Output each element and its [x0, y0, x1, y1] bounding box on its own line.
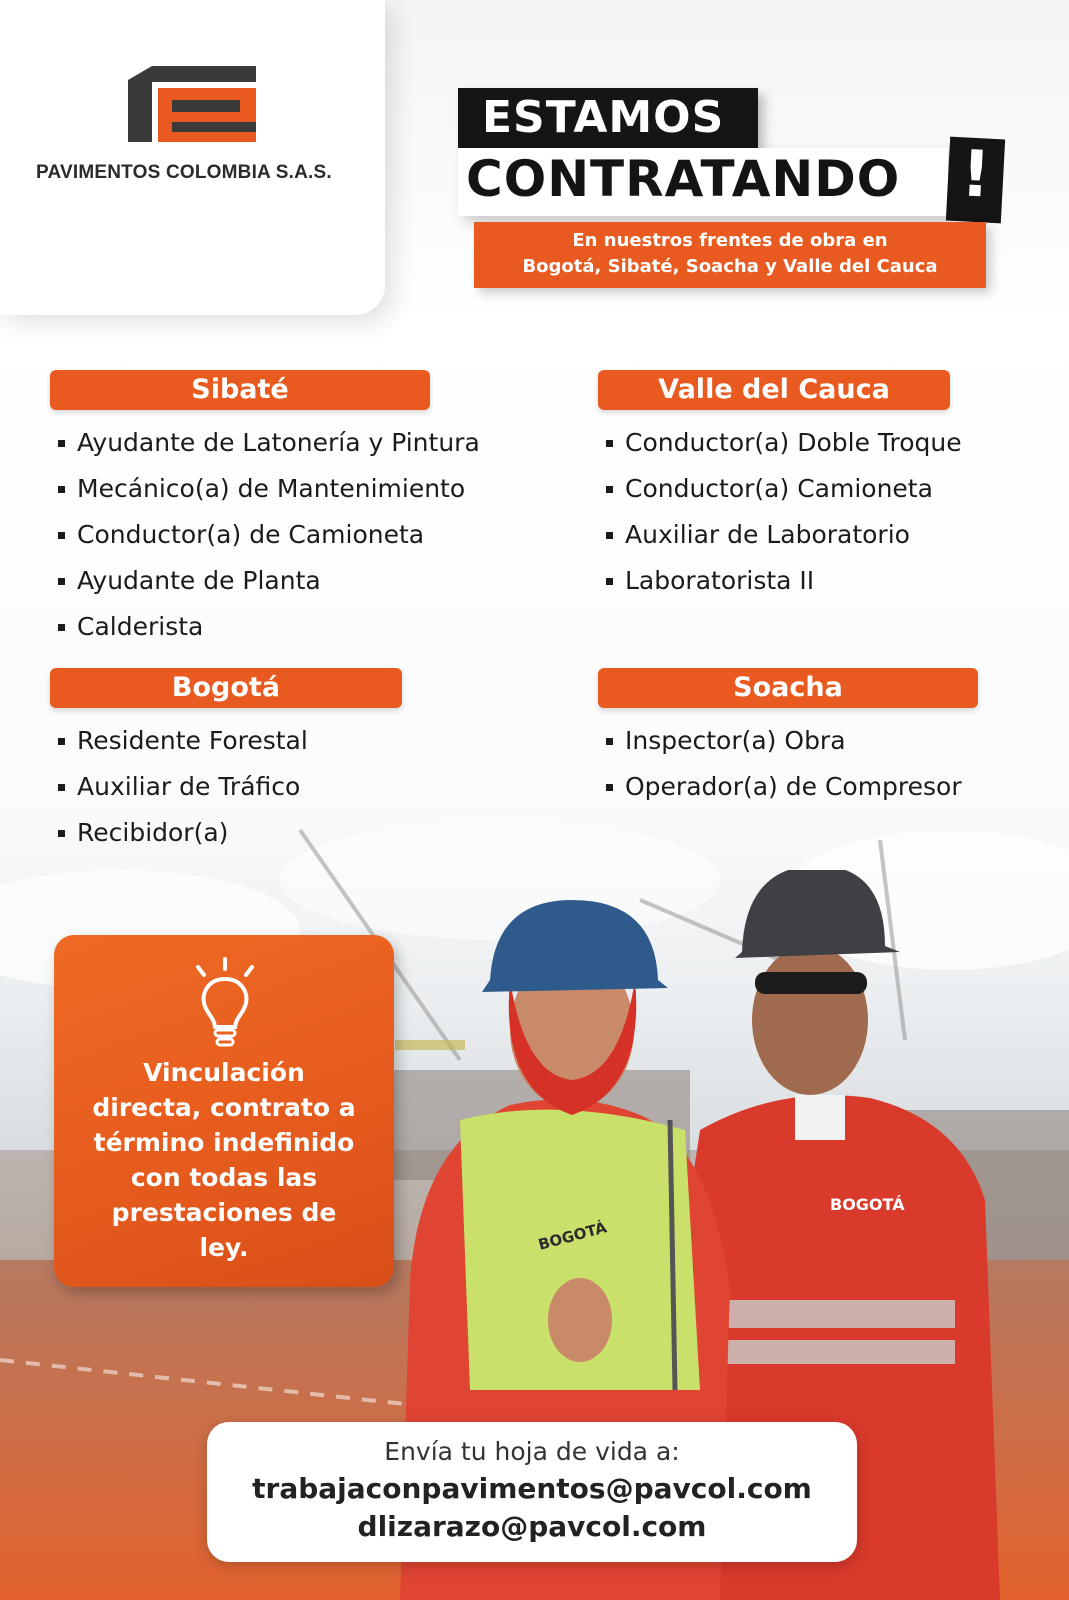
list-item [50, 718, 402, 764]
job-list [598, 420, 962, 604]
header-line1: ESTAMOS [482, 92, 725, 143]
job-title: Operador(a) de Compresor [625, 772, 962, 801]
banner-line2: Bogotá, Sibaté, Soacha y Valle del Cauca [522, 256, 938, 277]
section-title: Bogotá [50, 668, 402, 708]
bullet-icon [58, 830, 65, 837]
benefit-card [54, 935, 394, 1287]
list-item [598, 558, 950, 604]
exclamation-badge [946, 137, 1005, 224]
section-soacha [598, 668, 978, 810]
job-title: Recibidor(a) [77, 818, 229, 847]
list-item [50, 466, 466, 512]
benefit-line: término indefinido [93, 1128, 355, 1157]
bullet-icon [58, 578, 65, 585]
benefit-line: directa, contrato a [92, 1093, 356, 1122]
email-link-1[interactable]: trabajaconpavimentos@pavcol.com [252, 1472, 812, 1505]
header-estamos [458, 88, 758, 148]
section-title: Soacha [598, 668, 978, 708]
vest-logo: BOGOTÁ [536, 1218, 609, 1254]
job-list [598, 718, 978, 810]
bullet-icon [606, 784, 613, 791]
bullet-icon [58, 624, 65, 631]
company-logo [128, 66, 256, 142]
list-item [50, 512, 430, 558]
benefit-line: Vinculación [143, 1058, 305, 1087]
job-list [50, 420, 480, 650]
section-title: Sibaté [50, 370, 430, 410]
list-item [50, 810, 402, 856]
job-list [50, 718, 402, 856]
banner-line1: En nuestros frentes de obra en [572, 230, 888, 251]
job-title: Conductor(a) de Camioneta [77, 520, 425, 549]
section-title: Valle del Cauca [598, 370, 950, 410]
locations-banner [474, 222, 986, 288]
list-item [50, 604, 430, 650]
list-item [598, 466, 950, 512]
benefit-line: prestaciones de [111, 1198, 337, 1227]
exclamation-mark: ! [959, 137, 993, 213]
bullet-icon [58, 738, 65, 745]
job-title: Mecánico(a) de Mantenimiento [77, 474, 466, 503]
job-title: Auxiliar de Laboratorio [625, 520, 910, 549]
list-item [598, 420, 962, 466]
section-sibate [50, 370, 480, 650]
benefit-line: ley. [199, 1233, 249, 1262]
job-title: Ayudante de Latonería y Pintura [77, 428, 480, 457]
list-item [598, 512, 950, 558]
brand-name: PAVIMENTOS COLOMBIA S.A.S. [36, 162, 332, 183]
job-title: Auxiliar de Tráfico [77, 772, 301, 801]
list-item [598, 718, 978, 764]
bullet-icon [606, 532, 613, 539]
job-title: Inspector(a) Obra [625, 726, 846, 755]
benefit-text [64, 1055, 384, 1265]
job-title: Ayudante de Planta [77, 566, 321, 595]
list-item [598, 764, 978, 810]
bullet-icon [606, 486, 613, 493]
section-valle-del-cauca [598, 370, 962, 604]
contact-card [207, 1422, 857, 1562]
jacket-logo: BOGOTÁ [830, 1195, 905, 1214]
bullet-icon [606, 578, 613, 585]
list-item [50, 420, 480, 466]
section-bogota [50, 668, 402, 856]
bullet-icon [58, 532, 65, 539]
job-title: Conductor(a) Doble Troque [625, 428, 962, 457]
list-item [50, 764, 402, 810]
bullet-icon [606, 738, 613, 745]
header-contratando [458, 148, 948, 216]
lightbulb-icon [190, 957, 260, 1047]
job-title: Laboratorista II [625, 566, 815, 595]
bullet-icon [606, 440, 613, 447]
contact-lead: Envía tu hoja de vida a: [384, 1437, 680, 1466]
bullet-icon [58, 440, 65, 447]
email-link-2[interactable]: dlizarazo@pavcol.com [357, 1510, 707, 1543]
bullet-icon [58, 784, 65, 791]
bullet-icon [58, 486, 65, 493]
job-title: Residente Forestal [77, 726, 308, 755]
header-line2: CONTRATANDO [466, 150, 901, 208]
benefit-line: con todas las [130, 1163, 318, 1192]
logo-panel [0, 0, 385, 315]
job-title: Calderista [77, 612, 204, 641]
list-item [50, 558, 430, 604]
job-title: Conductor(a) Camioneta [625, 474, 933, 503]
